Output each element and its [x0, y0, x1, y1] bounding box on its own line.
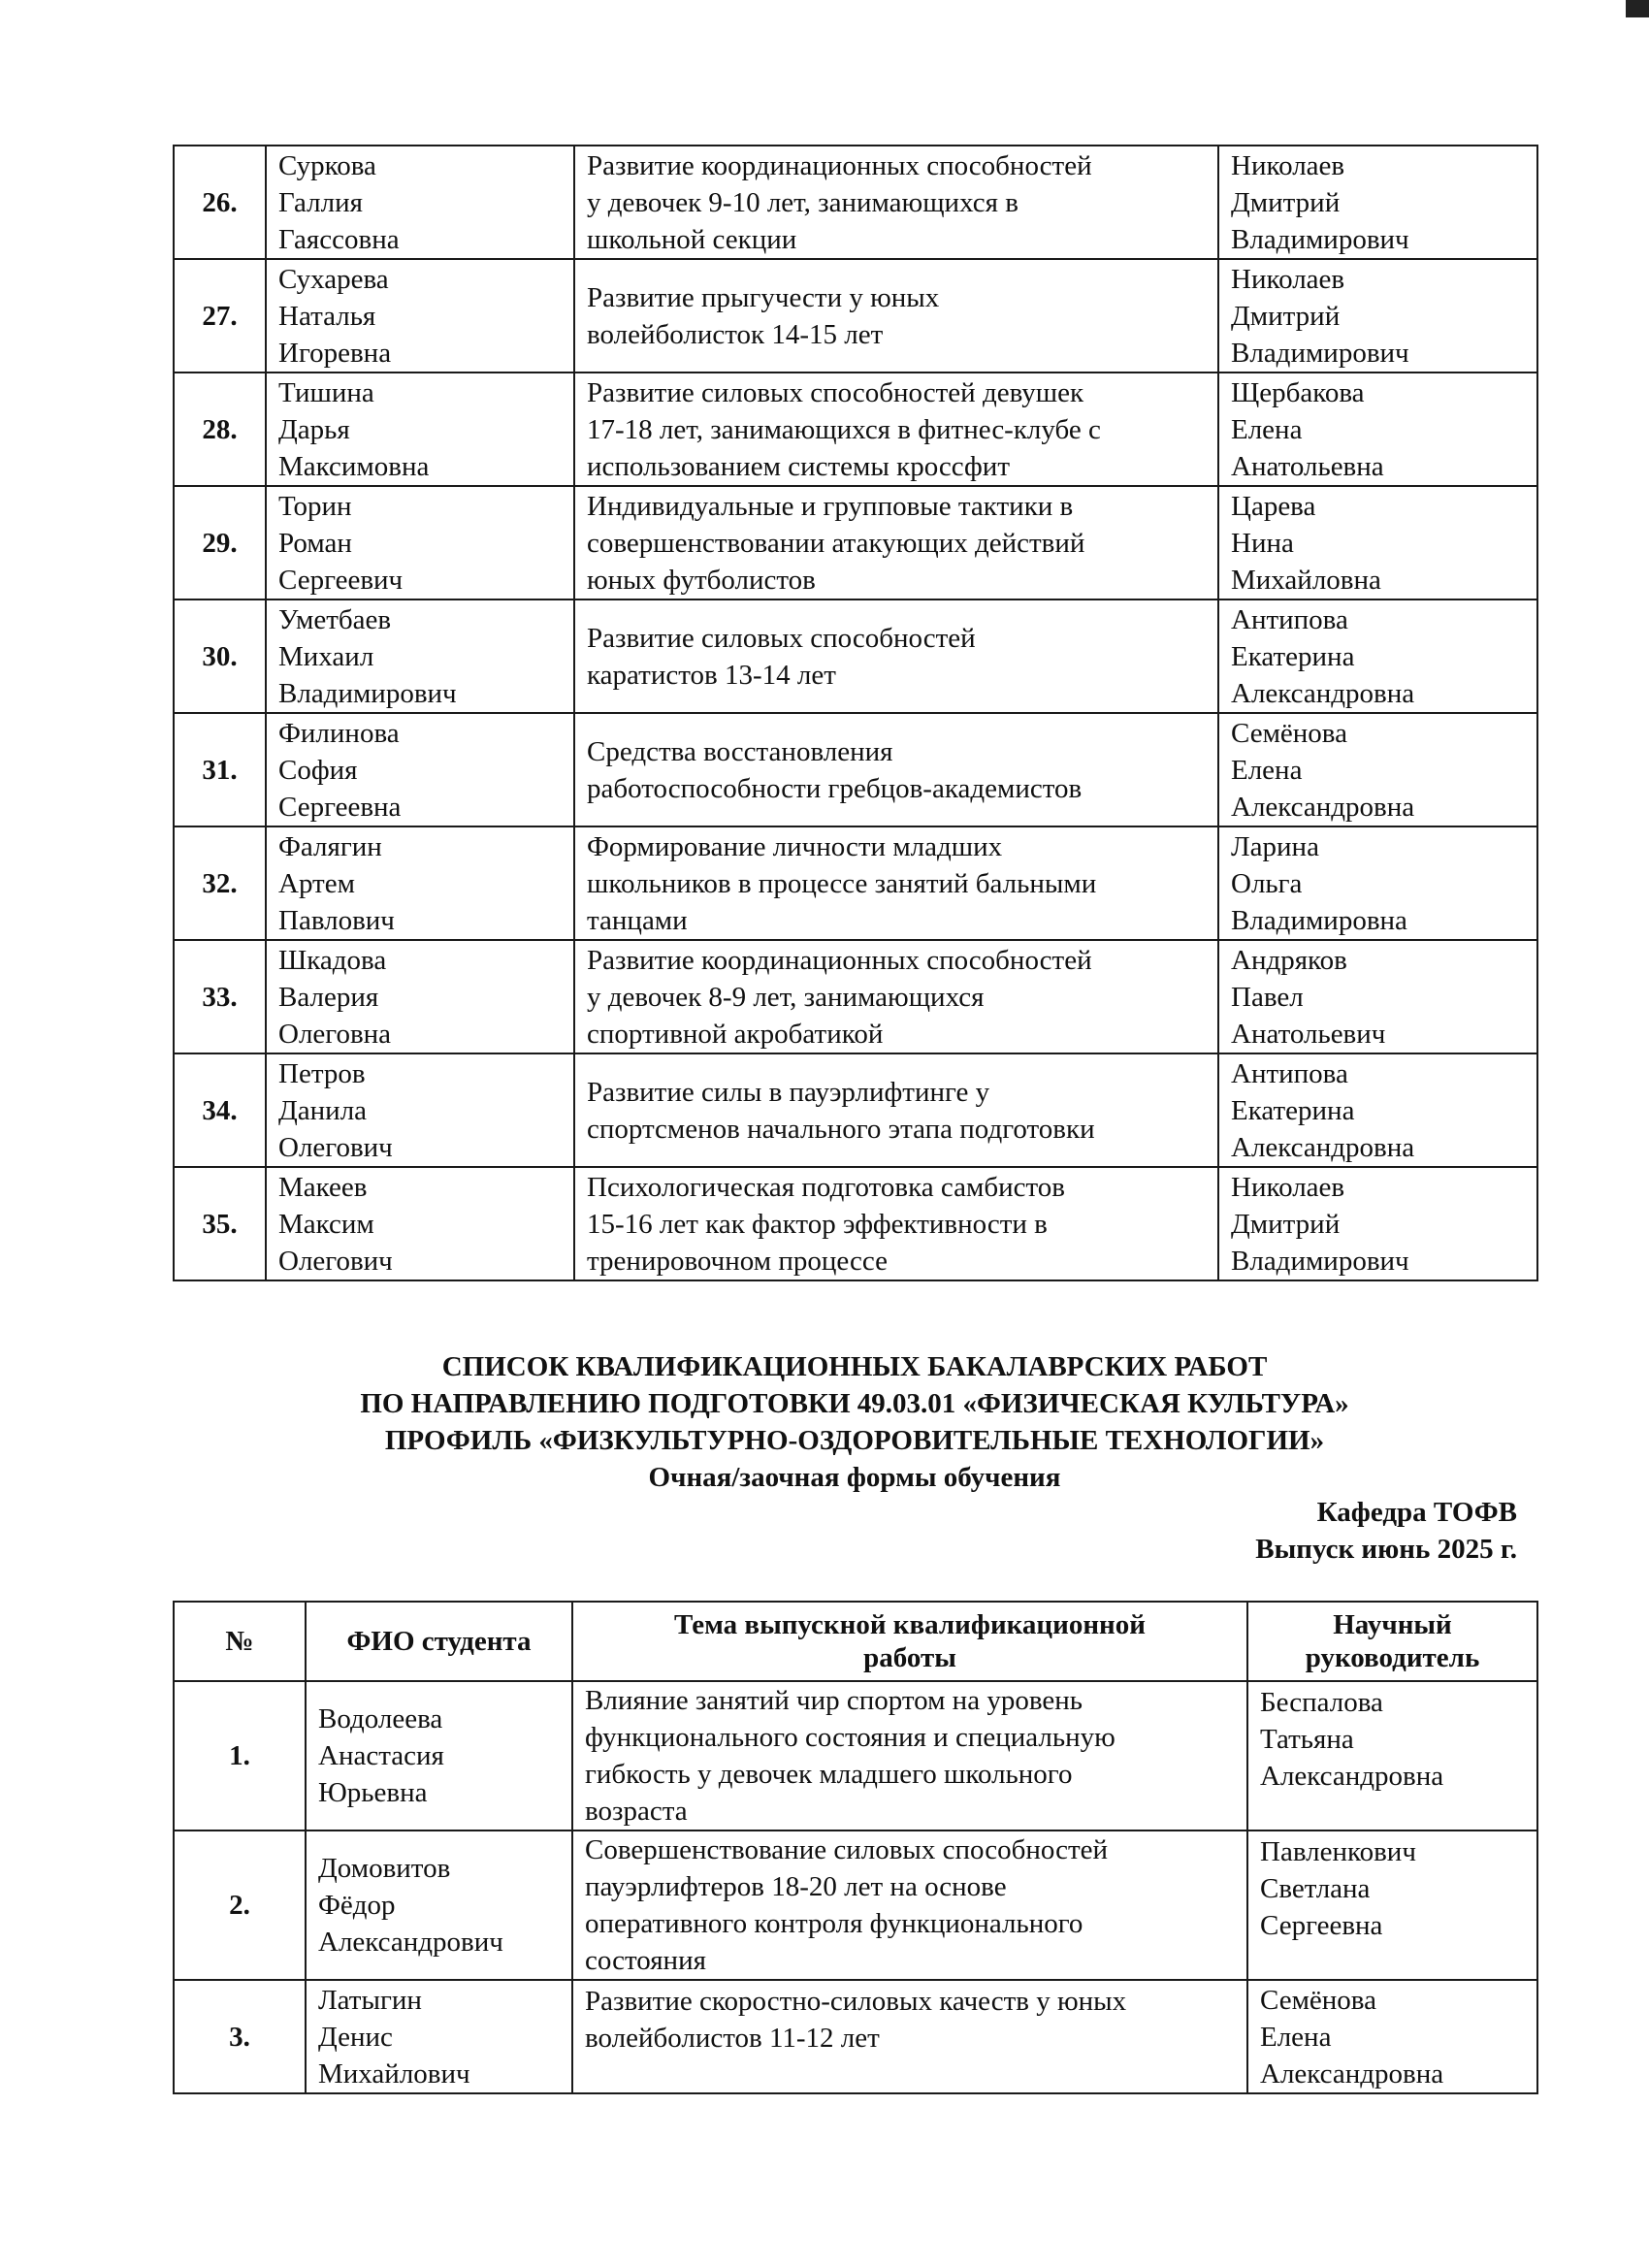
- row-number: 33.: [174, 940, 266, 1053]
- student-name: Уметбаев Михаил Владимирович: [266, 599, 574, 713]
- row-number: 31.: [174, 713, 266, 826]
- student-name: Домовитов Фёдор Александрович: [306, 1831, 572, 1980]
- thesis-topic: Совершенствование силовых способностей пауэрлифтеров 18-20 лет на основе оперативного контроля функционального состояния: [572, 1831, 1247, 1980]
- row-number: 2.: [174, 1831, 306, 1980]
- column-header-supervisor: Научный руководитель: [1247, 1602, 1537, 1681]
- student-name: Шкадова Валерия Олеговна: [266, 940, 574, 1053]
- thesis-topic: Развитие силы в пауэрлифтинге у спортсменов начального этапа подготовки: [574, 1053, 1218, 1167]
- thesis-topic: Индивидуальные и групповые тактики в совершенствовании атакующих действий юных футболистов: [574, 486, 1218, 599]
- supervisor-name: Николаев Дмитрий Владимирович: [1218, 259, 1537, 373]
- supervisor-name: Ларина Ольга Владимировна: [1218, 826, 1537, 940]
- supervisor-name: Павленкович Светлана Сергеевна: [1247, 1831, 1537, 1980]
- thesis-topic: Развитие силовых способностей девушек 17-18 лет, занимающихся в фитнес-клубе с использованием системы кроссфит: [574, 373, 1218, 486]
- table-row: [174, 1831, 1537, 1980]
- table-row: [174, 146, 1537, 259]
- study-form: Очная/заочная формы обучения: [648, 1462, 1061, 1493]
- row-number: 26.: [174, 146, 266, 259]
- student-name: Суркова Галлия Гаяссовна: [266, 146, 574, 259]
- supervisor-name: Царева Нина Михайловна: [1218, 486, 1537, 599]
- thesis-topic: Формирование личности младших школьников в процессе занятий бальными танцами: [574, 826, 1218, 940]
- table-row: [174, 1053, 1537, 1167]
- release-date: Выпуск июнь 2025 г.: [1255, 1534, 1517, 1565]
- student-name: Фалягин Артем Павлович: [266, 826, 574, 940]
- row-number: 27.: [174, 259, 266, 373]
- supervisor-name: Семёнова Елена Александровна: [1218, 713, 1537, 826]
- scan-corner-mark: [1626, 0, 1649, 17]
- student-name: Петров Данила Олегович: [266, 1053, 574, 1167]
- table-row: [174, 713, 1537, 826]
- table-row: [174, 599, 1537, 713]
- thesis-topic: Развитие координационных способностей у девочек 9-10 лет, занимающихся в школьной секции: [574, 146, 1218, 259]
- table-row: [174, 940, 1537, 1053]
- column-header-topic: Тема выпускной квалификационной работы: [572, 1602, 1247, 1681]
- supervisor-name: Андряков Павел Анатольевич: [1218, 940, 1537, 1053]
- row-number: 28.: [174, 373, 266, 486]
- row-number: 35.: [174, 1167, 266, 1280]
- heading-line: СПИСОК КВАЛИФИКАЦИОННЫХ БАКАЛАВРСКИХ РАБОТ: [441, 1351, 1268, 1382]
- heading-line: ПРОФИЛЬ «ФИЗКУЛЬТУРНО-ОЗДОРОВИТЕЛЬНЫЕ ТЕХНОЛОГИИ»: [384, 1425, 1325, 1456]
- supervisor-name: Николаев Дмитрий Владимирович: [1218, 146, 1537, 259]
- table-row: [174, 826, 1537, 940]
- row-number: 34.: [174, 1053, 266, 1167]
- supervisor-name: Щербакова Елена Анатольевна: [1218, 373, 1537, 486]
- row-number: 1.: [174, 1681, 306, 1831]
- supervisor-name: Беспалова Татьяна Александровна: [1247, 1681, 1537, 1831]
- thesis-topic: Развитие прыгучести у юных волейболисток 14-15 лет: [574, 259, 1218, 373]
- student-name: Тишина Дарья Максимовна: [266, 373, 574, 486]
- student-name: Сухарева Наталья Игоревна: [266, 259, 574, 373]
- thesis-topic: Средства восстановления работоспособности гребцов-академистов: [574, 713, 1218, 826]
- column-header-number: №: [174, 1602, 306, 1681]
- student-name: Филинова София Сергеевна: [266, 713, 574, 826]
- heading-line: ПО НАПРАВЛЕНИЮ ПОДГОТОВКИ 49.03.01 «ФИЗИЧЕСКАЯ КУЛЬТУРА»: [360, 1388, 1349, 1419]
- table-row: [174, 259, 1537, 373]
- student-name: Водолеева Анастасия Юрьевна: [306, 1681, 572, 1831]
- supervisor-name: Николаев Дмитрий Владимирович: [1218, 1167, 1537, 1280]
- student-name: Торин Роман Сергеевич: [266, 486, 574, 599]
- thesis-topic: Развитие силовых способностей каратистов 13-14 лет: [574, 599, 1218, 713]
- department-block: [1255, 1494, 1517, 1568]
- thesis-topic: Развитие скоростно-силовых качеств у юных волейболистов 11-12 лет: [572, 1980, 1247, 2093]
- row-number: 29.: [174, 486, 266, 599]
- thesis-topic: Влияние занятий чир спортом на уровень функционального состояния и специальную гибкость у девочек младшего школьного возраста: [572, 1681, 1247, 1831]
- student-name: Латыгин Денис Михайлович: [306, 1980, 572, 2093]
- theses-table: [173, 1601, 1538, 2094]
- column-header-student: ФИО студента: [306, 1602, 572, 1681]
- table-row: [174, 373, 1537, 486]
- student-name: Макеев Максим Олегович: [266, 1167, 574, 1280]
- table-header-row: [174, 1602, 1537, 1681]
- thesis-topic: Развитие координационных способностей у девочек 8-9 лет, занимающихся спортивной акробатикой: [574, 940, 1218, 1053]
- list-heading: [173, 1348, 1536, 1496]
- thesis-topic: Психологическая подготовка самбистов 15-16 лет как фактор эффективности в тренировочном процессе: [574, 1167, 1218, 1280]
- table-row: [174, 486, 1537, 599]
- supervisor-name: Семёнова Елена Александровна: [1247, 1980, 1537, 2093]
- row-number: 30.: [174, 599, 266, 713]
- row-number: 3.: [174, 1980, 306, 2093]
- table-row: [174, 1980, 1537, 2093]
- theses-table-continued: [173, 145, 1538, 1281]
- table-row: [174, 1681, 1537, 1831]
- supervisor-name: Антипова Екатерина Александровна: [1218, 1053, 1537, 1167]
- department-name: Кафедра ТОФВ: [1316, 1497, 1517, 1528]
- supervisor-name: Антипова Екатерина Александровна: [1218, 599, 1537, 713]
- table-row: [174, 1167, 1537, 1280]
- row-number: 32.: [174, 826, 266, 940]
